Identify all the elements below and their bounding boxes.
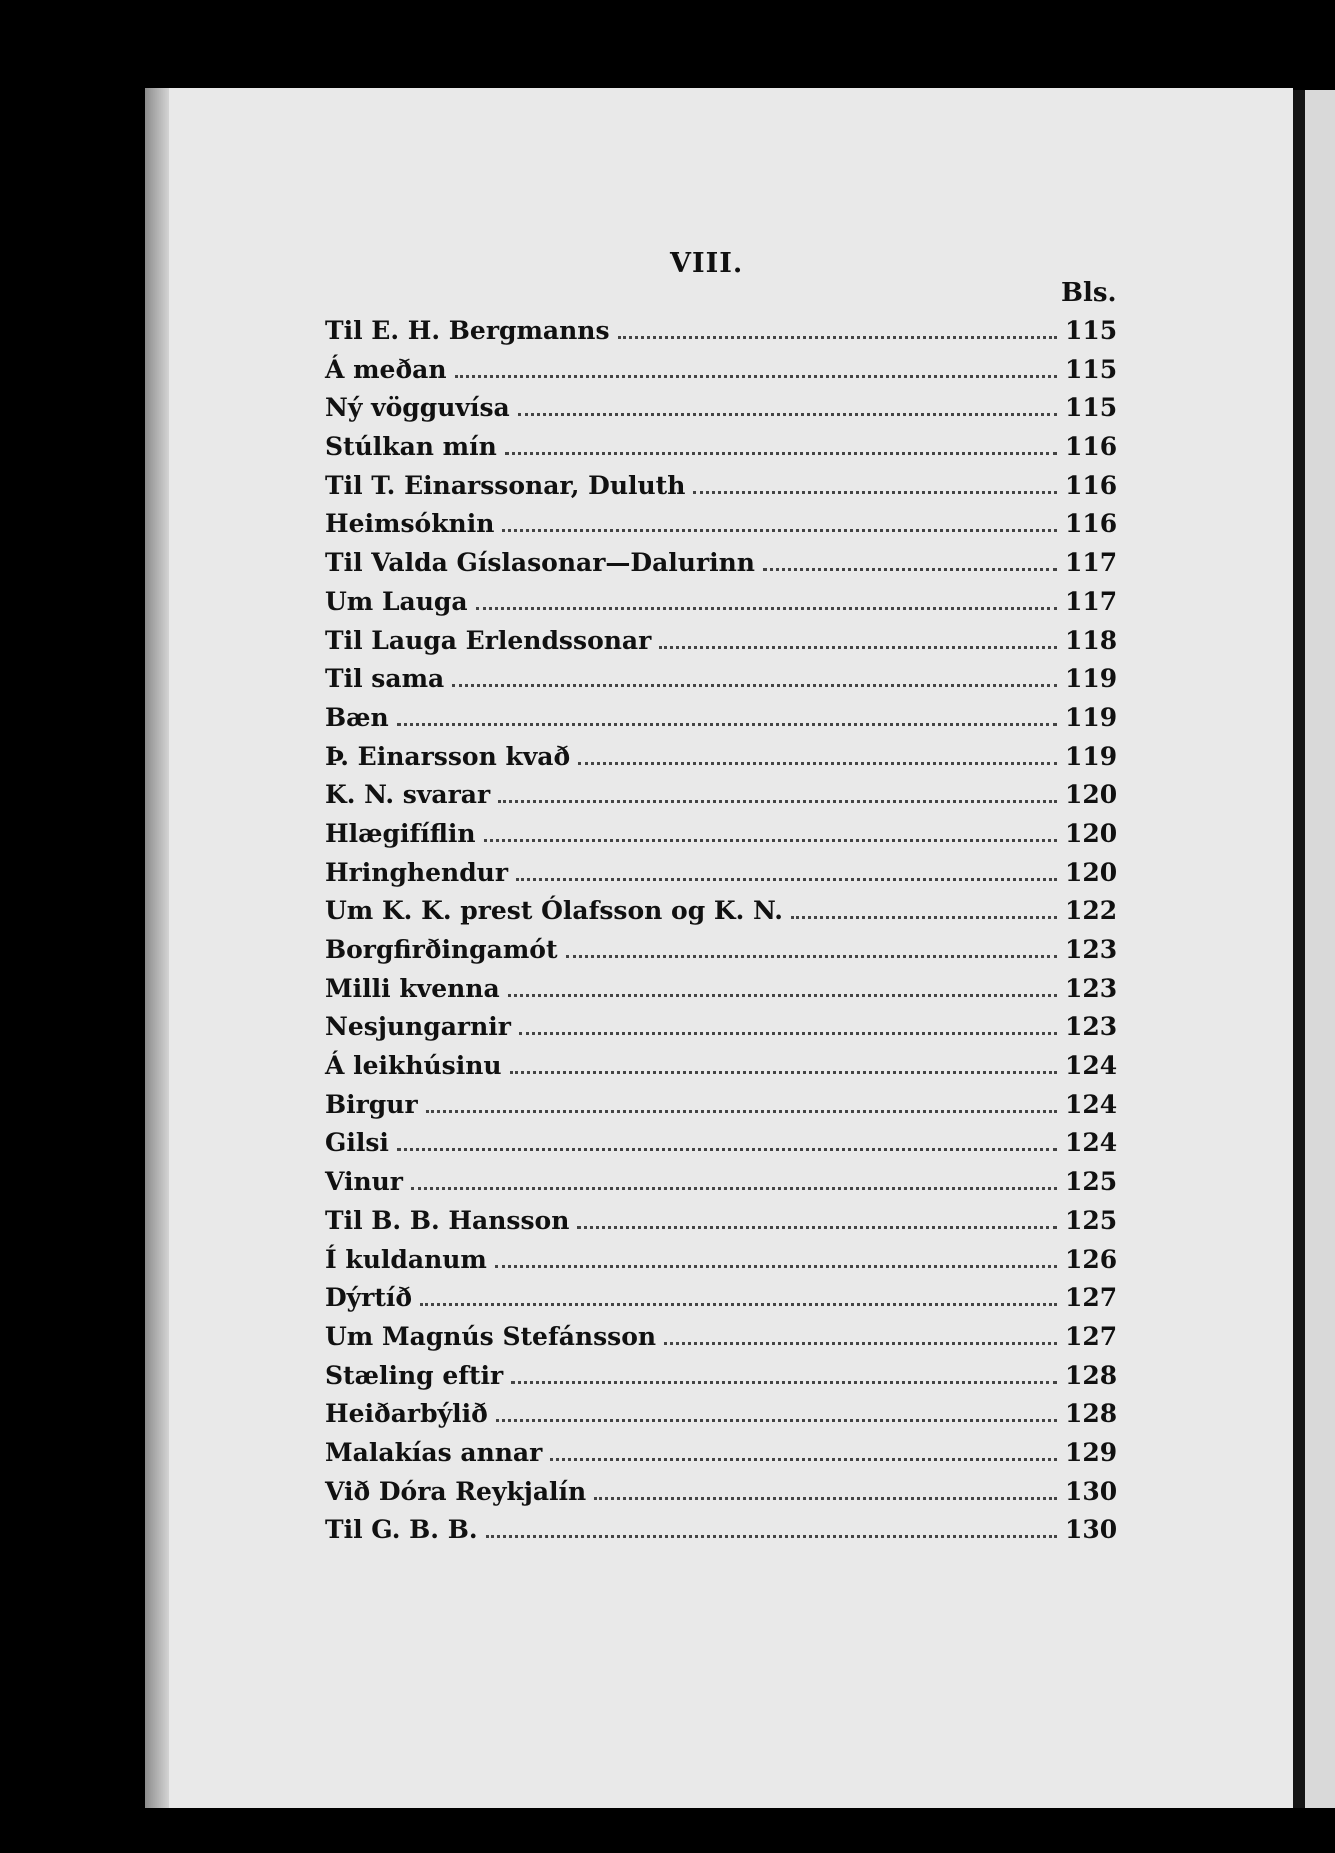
- toc-entry-title: Bæn: [325, 702, 389, 732]
- toc-entry: [325, 393, 1118, 432]
- toc-entry-page-number: 115: [1065, 393, 1118, 423]
- toc-entry-page-number: 130: [1065, 1476, 1118, 1506]
- toc-entry: [325, 432, 1118, 471]
- toc-entry-title: Hringhendur: [325, 857, 509, 887]
- toc-entry-title: Heiðarbýlið: [325, 1399, 488, 1429]
- toc-entry: [325, 973, 1118, 1013]
- dot-leader: [486, 1531, 1057, 1538]
- toc-entry-page-number: 116: [1065, 509, 1118, 539]
- toc-entry: [325, 1205, 1118, 1245]
- facing-page-edge: [1293, 90, 1305, 1808]
- dot-leader: [397, 1144, 1057, 1151]
- table-of-contents: [325, 316, 1118, 1554]
- toc-entry: [325, 935, 1118, 974]
- dot-leader: [476, 603, 1057, 610]
- toc-entry-page-number: 115: [1065, 354, 1118, 384]
- dot-leader: [618, 332, 1057, 339]
- toc-entry: [325, 548, 1118, 587]
- toc-entry-page-number: 123: [1065, 1012, 1118, 1042]
- toc-entry-title: Til sama: [325, 664, 445, 694]
- toc-entry-page-number: 117: [1065, 548, 1118, 578]
- toc-entry-title: Um K. K. prest Ólafsson og K. N.: [325, 896, 783, 926]
- toc-entry-title: Vinur: [325, 1167, 403, 1197]
- dot-leader: [659, 642, 1057, 649]
- toc-entry-page-number: 124: [1065, 1051, 1118, 1081]
- dot-leader: [693, 487, 1057, 494]
- toc-entry: [325, 780, 1118, 819]
- toc-entry-title: Í kuldanum: [325, 1244, 487, 1274]
- toc-entry-title: Borgfirðingamót: [325, 935, 558, 964]
- dot-leader: [594, 1493, 1057, 1500]
- toc-entry-title: Ný vögguvísa: [325, 393, 510, 423]
- toc-entry: [325, 586, 1118, 626]
- dot-leader: [452, 680, 1057, 687]
- toc-entry-page-number: 120: [1065, 818, 1118, 848]
- dot-leader: [664, 1338, 1057, 1345]
- dot-leader: [420, 1299, 1057, 1306]
- toc-entry: [325, 1515, 1118, 1554]
- toc-entry-page-number: 119: [1065, 664, 1118, 694]
- dot-leader: [791, 912, 1057, 919]
- toc-entry-title: Til T. Einarssonar, Duluth: [325, 470, 686, 500]
- toc-entry: [325, 1321, 1118, 1361]
- toc-entry-title: Hlægifíflin: [325, 818, 476, 848]
- dot-leader: [495, 1261, 1057, 1268]
- toc-entry-page-number: 120: [1065, 857, 1118, 887]
- toc-entry-title: Stúlkan mín: [325, 432, 497, 462]
- toc-entry-title: Á meðan: [325, 354, 447, 384]
- toc-entry-page-number: 122: [1065, 896, 1118, 926]
- toc-entry-page-number: 128: [1065, 1399, 1118, 1429]
- toc-entry-page-number: 119: [1065, 741, 1118, 771]
- toc-entry-title: Um Magnús Stefánsson: [325, 1321, 657, 1351]
- toc-entry: [325, 702, 1118, 742]
- toc-entry: [325, 316, 1118, 355]
- toc-entry: [325, 1167, 1118, 1206]
- page-column-label: Bls.: [1061, 278, 1117, 308]
- toc-entry: [325, 470, 1118, 510]
- toc-entry-page-number: 126: [1065, 1244, 1118, 1274]
- toc-entry-title: Til G. B. B.: [325, 1515, 478, 1545]
- toc-entry-title: Um Lauga: [325, 586, 468, 616]
- toc-entry-page-number: 119: [1065, 702, 1118, 732]
- toc-entry: [325, 857, 1118, 897]
- toc-entry-title: Heimsóknin: [325, 509, 495, 539]
- toc-entry-title: Dýrtíð: [325, 1283, 413, 1313]
- toc-entry: [325, 1051, 1118, 1090]
- toc-entry-page-number: 125: [1065, 1167, 1118, 1197]
- toc-entry-page-number: 127: [1065, 1321, 1118, 1351]
- dot-leader: [455, 371, 1057, 378]
- toc-entry: [325, 354, 1118, 394]
- toc-entry-page-number: 117: [1065, 586, 1118, 616]
- dot-leader: [516, 874, 1057, 881]
- toc-entry: [325, 818, 1118, 858]
- toc-entry: [325, 625, 1118, 665]
- toc-entry: [325, 1360, 1118, 1400]
- toc-entry-page-number: 129: [1065, 1437, 1118, 1467]
- toc-entry-title: Til Lauga Erlendssonar: [325, 625, 652, 655]
- dot-leader: [577, 1222, 1057, 1229]
- dot-leader: [502, 525, 1057, 532]
- page-gutter: [145, 88, 169, 1808]
- toc-entry-title: Til B. B. Hansson: [325, 1205, 570, 1235]
- toc-entry: [325, 1283, 1118, 1322]
- toc-entry-page-number: 116: [1065, 470, 1118, 500]
- toc-entry-title: Nesjungarnir: [325, 1012, 511, 1042]
- toc-entry-page-number: 120: [1065, 780, 1118, 810]
- toc-entry-title: Milli kvenna: [325, 973, 500, 1003]
- toc-entry-title: Malakías annar: [325, 1437, 543, 1467]
- toc-entry: [325, 664, 1118, 703]
- toc-entry-page-number: 125: [1065, 1205, 1118, 1235]
- toc-entry: [325, 741, 1118, 781]
- toc-entry-page-number: 123: [1065, 935, 1118, 964]
- toc-entry-title: K. N. svarar: [325, 780, 491, 810]
- toc-entry: [325, 509, 1118, 548]
- dot-leader: [426, 1106, 1057, 1113]
- dot-leader: [566, 951, 1057, 958]
- toc-entry: [325, 1244, 1118, 1284]
- dot-leader: [411, 1183, 1057, 1190]
- toc-entry-page-number: 124: [1065, 1128, 1118, 1158]
- toc-entry-page-number: 115: [1065, 316, 1118, 345]
- facing-page-strip: [1305, 90, 1335, 1808]
- dot-leader: [550, 1454, 1057, 1461]
- dot-leader: [510, 1067, 1057, 1074]
- toc-entry: [325, 1089, 1118, 1129]
- toc-entry-title: Á leikhúsinu: [325, 1051, 502, 1081]
- toc-entry-title: Birgur: [325, 1089, 418, 1119]
- toc-entry-page-number: 124: [1065, 1089, 1118, 1119]
- toc-entry-title: Til E. H. Bergmanns: [325, 316, 610, 345]
- dot-leader: [763, 564, 1057, 571]
- toc-entry-title: Stæling eftir: [325, 1360, 504, 1390]
- toc-entry-page-number: 130: [1065, 1515, 1118, 1545]
- dot-leader: [505, 448, 1057, 455]
- toc-entry-page-number: 116: [1065, 432, 1118, 462]
- toc-entry: [325, 896, 1118, 935]
- toc-entry-title: Til Valda Gíslasonar—Dalurinn: [325, 548, 755, 578]
- section-number: VIII.: [670, 248, 744, 279]
- dot-leader: [397, 719, 1057, 726]
- dot-leader: [498, 796, 1057, 803]
- toc-entry: [325, 1128, 1118, 1167]
- toc-entry: [325, 1012, 1118, 1051]
- toc-entry-page-number: 118: [1065, 625, 1118, 655]
- dot-leader: [511, 1377, 1057, 1384]
- toc-entry-title: Þ. Einarsson kvað: [325, 741, 571, 771]
- toc-entry-page-number: 128: [1065, 1360, 1118, 1390]
- dot-leader: [496, 1415, 1057, 1422]
- toc-entry-page-number: 123: [1065, 973, 1118, 1003]
- toc-entry-page-number: 127: [1065, 1283, 1118, 1313]
- toc-entry: [325, 1437, 1118, 1477]
- dot-leader: [518, 409, 1057, 416]
- dot-leader: [578, 758, 1057, 765]
- toc-entry-title: Gilsi: [325, 1128, 389, 1158]
- toc-entry-title: Við Dóra Reykjalín: [325, 1476, 587, 1506]
- dot-leader: [519, 1028, 1057, 1035]
- toc-entry: [325, 1399, 1118, 1438]
- dot-leader: [484, 835, 1057, 842]
- toc-entry: [325, 1476, 1118, 1516]
- dot-leader: [508, 990, 1057, 997]
